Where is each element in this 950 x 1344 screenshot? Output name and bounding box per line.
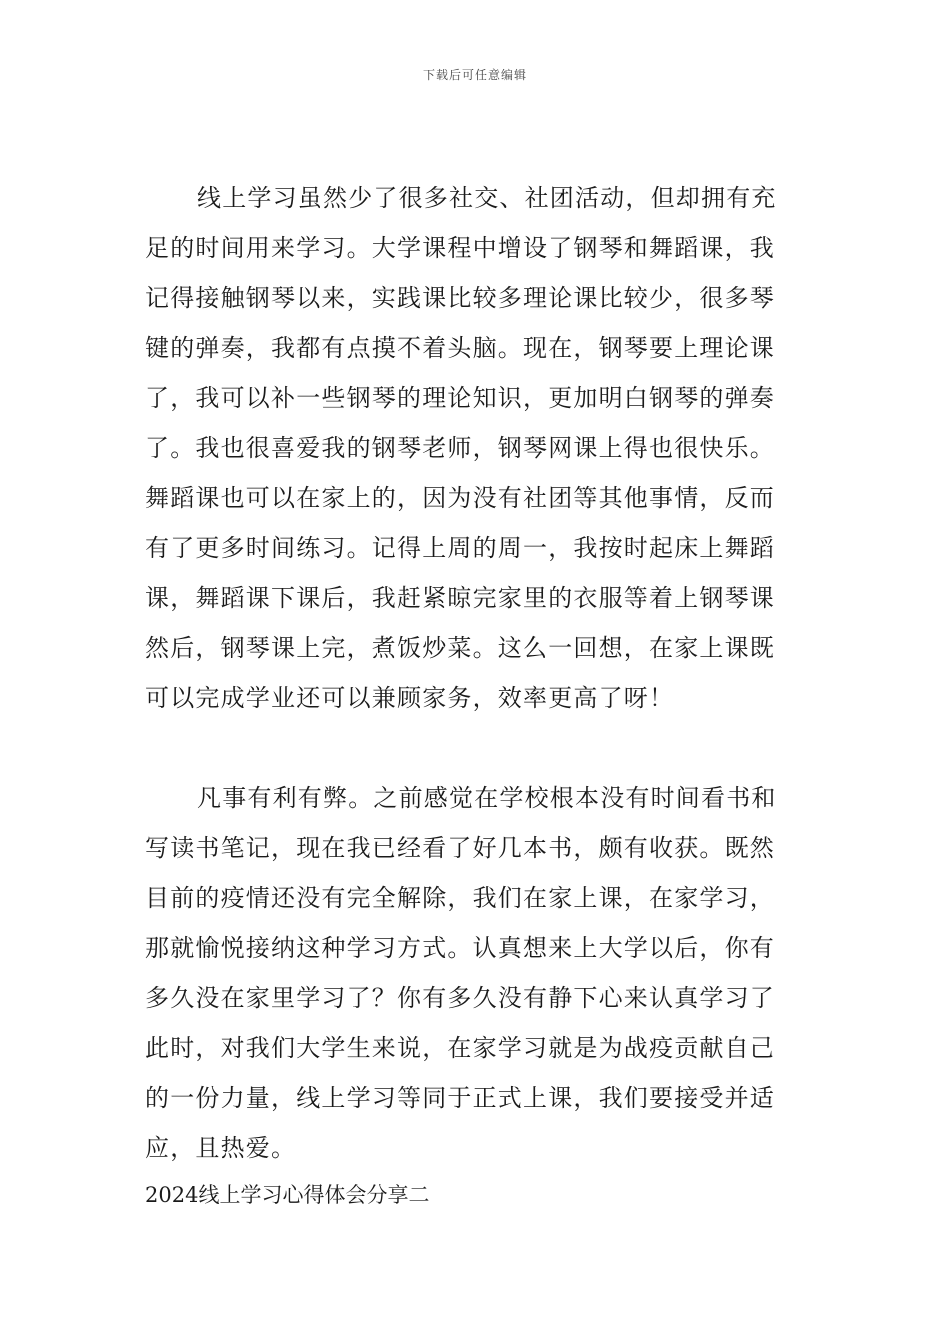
paragraph-line: 课，舞蹈课下课后，我赶紧晾完家里的衣服等着上钢琴课 bbox=[145, 584, 775, 612]
header-note: 下载后可任意编辑 bbox=[422, 68, 527, 82]
paragraph-line: 那就愉悦接纳这种学习方式。认真想来上大学以后，你有 bbox=[145, 934, 775, 962]
paragraph-line: 足的时间用来学习。大学课程中增设了钢琴和舞蹈课，我 bbox=[145, 234, 775, 262]
paragraph-line: 应，且热爱。 bbox=[145, 1134, 297, 1162]
paragraph-line: 有了更多时间练习。记得上周的周一，我按时起床上舞蹈 bbox=[145, 534, 775, 562]
paragraph-line: 了，我可以补一些钢琴的理论知识，更加明白钢琴的弹奏 bbox=[145, 384, 775, 412]
section-title: 2024线上学习心得体会分享二 bbox=[145, 1183, 430, 1207]
paragraph-line: 线上学习虽然少了很多社交、社团活动，但却拥有充 bbox=[197, 184, 777, 212]
paragraph-line: 写读书笔记，现在我已经看了好几本书，颇有收获。既然 bbox=[145, 834, 775, 862]
paragraph-line: 然后，钢琴课上完，煮饭炒菜。这么一回想，在家上课既 bbox=[145, 634, 775, 662]
paragraph-line: 记得接触钢琴以来，实践课比较多理论课比较少，很多琴 bbox=[145, 284, 775, 312]
paragraph-line: 目前的疫情还没有完全解除，我们在家上课，在家学习， bbox=[145, 884, 775, 912]
paragraph-line: 舞蹈课也可以在家上的，因为没有社团等其他事情，反而 bbox=[145, 484, 775, 512]
paragraph-line: 可以完成学业还可以兼顾家务，效率更高了呀！ bbox=[145, 684, 675, 712]
paragraph-line: 的一份力量，线上学习等同于正式上课，我们要接受并适 bbox=[145, 1084, 775, 1112]
paragraph-line: 凡事有利有弊。之前感觉在学校根本没有时间看书和 bbox=[197, 784, 777, 812]
paragraph-line: 此时，对我们大学生来说，在家学习就是为战疫贡献自己 bbox=[145, 1034, 775, 1062]
paragraph-line: 键的弹奏，我都有点摸不着头脑。现在，钢琴要上理论课 bbox=[145, 334, 775, 362]
paragraph-line: 了。我也很喜爱我的钢琴老师，钢琴网课上得也很快乐。 bbox=[145, 434, 775, 462]
paragraph-line: 多久没在家里学习了？你有多久没有静下心来认真学习了 bbox=[145, 984, 775, 1012]
